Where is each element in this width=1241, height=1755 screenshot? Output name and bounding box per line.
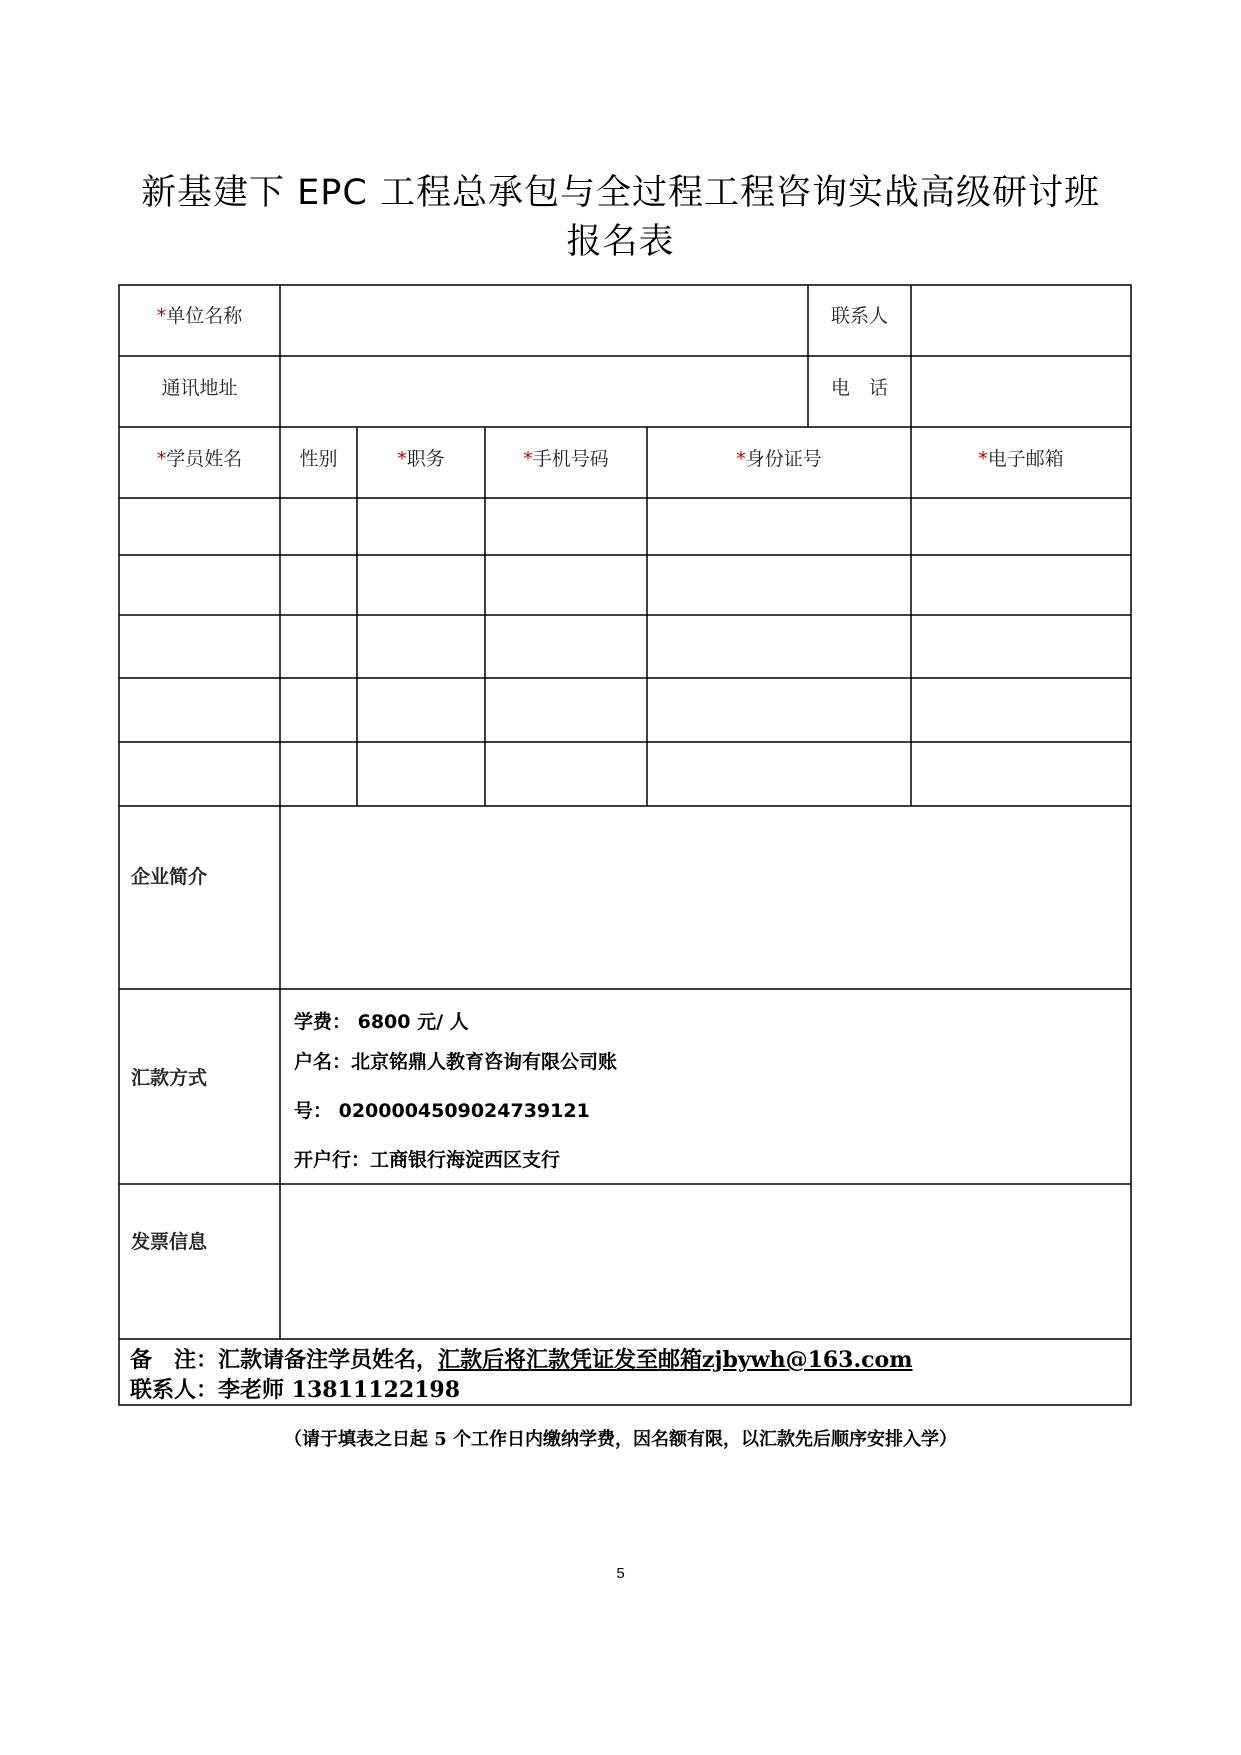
address-field[interactable] [280, 356, 808, 427]
student-row[interactable] [119, 678, 1131, 742]
company-intro-field[interactable] [280, 806, 1131, 989]
column-header-position: *职务 [397, 448, 445, 470]
address-label: 通讯地址 [161, 377, 238, 399]
student-row[interactable] [119, 498, 1131, 555]
student-row[interactable] [119, 555, 1131, 615]
invoice-info-label: 发票信息 [131, 1231, 208, 1253]
student-row[interactable] [119, 742, 1131, 806]
unit-name-field[interactable] [280, 285, 808, 356]
phone-field[interactable] [911, 356, 1131, 427]
form-title: 新基建下 EPC 工程总承包与全过程工程咨询实战高级研讨班 [141, 173, 1100, 213]
payment-account-name: 户名：北京铭鼎人教育咨询有限公司账 [294, 1051, 618, 1073]
contact-person-label: 联系人 [830, 305, 888, 327]
column-header-gender: 性别 [299, 448, 338, 470]
unit-name-label: *单位名称 [156, 305, 243, 327]
contact-person-field[interactable] [911, 285, 1131, 356]
column-header-mobile: *手机号码 [523, 448, 609, 470]
payment-account-number: 号： 0200004509024739121 [294, 1100, 590, 1122]
payment-bank: 开户行：工商银行海淀西区支行 [294, 1149, 561, 1171]
column-header-email: *电子邮箱 [978, 448, 1064, 470]
student-row[interactable] [119, 615, 1131, 678]
column-header-id-number: *身份证号 [736, 448, 822, 470]
company-intro-label: 企业简介 [131, 866, 208, 888]
email-instruction: 汇款后将汇款凭证发至邮箱zjbywh@163.com [438, 1347, 913, 1373]
note-contact: 联系人：李老师 13811122198 [130, 1377, 461, 1403]
column-header-name: *学员姓名 [156, 448, 243, 470]
payment-method-label: 汇款方式 [131, 1067, 208, 1089]
form-subtitle: 报名表 [566, 222, 675, 262]
page-number: 5 [616, 1565, 625, 1582]
required-mark: * [156, 305, 167, 327]
payment-fee: 学费： 6800 元/ 人 [294, 1011, 469, 1033]
note-line: 备 注：汇款请备注学员姓名，汇款后将汇款凭证发至邮箱zjbywh@163.com [130, 1347, 913, 1373]
invoice-info-field[interactable] [280, 1184, 1131, 1339]
phone-label: 电 话 [830, 377, 888, 399]
footnote: （请于填表之日起 5 个工作日内缴纳学费，因名额有限，以汇款先后顺序安排入学） [283, 1429, 958, 1450]
